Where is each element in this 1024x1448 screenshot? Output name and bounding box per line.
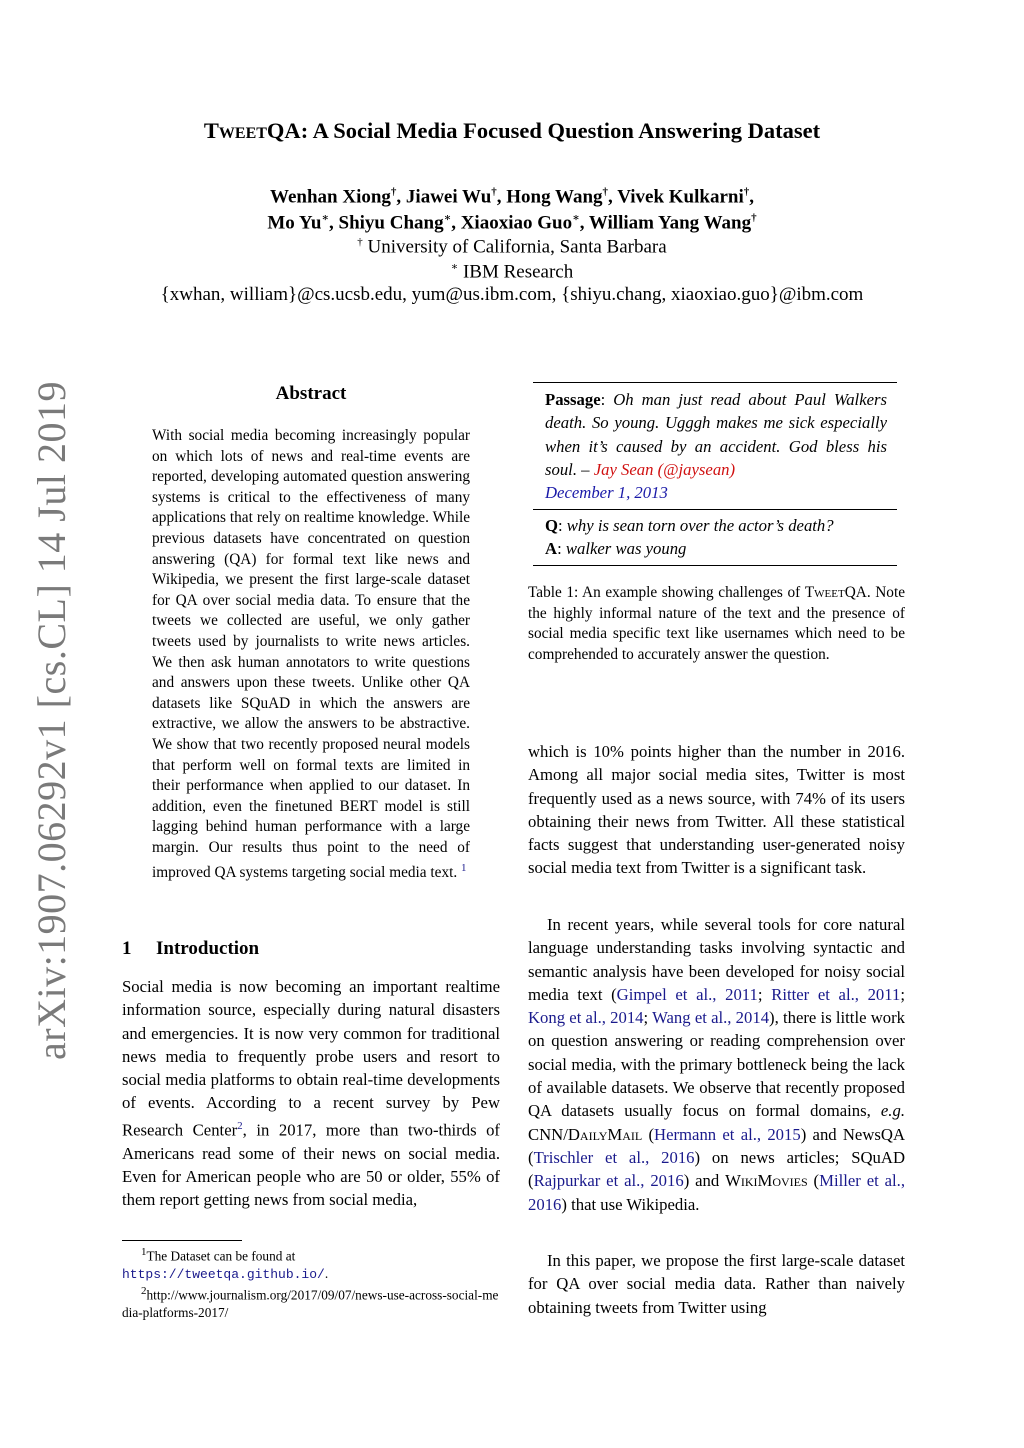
- question-label: Q: [545, 516, 558, 535]
- affiliation-ucsb: [0, 236, 1024, 258]
- para2-text-b: ), there is little work on question answering or reading comprehension over social media, with the primary bottleneck being the lack of available datasets. We observe that recently proposed QA datasets usually focus on formal domains,: [528, 1008, 905, 1121]
- journalism-url-link[interactable]: http://www.journalism.org/2017/09/07/news-use-across-social-media-platforms-2017/: [122, 1287, 499, 1321]
- affiliation-ibm: [0, 260, 1024, 283]
- passage-text: Oh man just read about Paul Walkers death. So young. Ugggh makes me sick especially when it’s caused by an accident. God bless his soul.: [545, 390, 887, 479]
- citation-miller[interactable]: Miller et al., 2016: [528, 1171, 906, 1214]
- footnote-1: [122, 1244, 500, 1283]
- author-affiliation-mark: ∗: [572, 212, 580, 224]
- question-row: Q: why is sean torn over the actor’s death?: [545, 516, 834, 535]
- table-bottom-rule: [533, 565, 897, 566]
- para2-text-d: ) on news articles; SQuAD (: [528, 1147, 906, 1191]
- author-affiliation-mark: ∗: [321, 212, 329, 224]
- affiliation-name: University of California, Santa Barbara: [362, 236, 667, 258]
- right-paragraph-3: In this paper, we propose the first large-scale dataset for QA over social media data. Rather than naively obtaining tweets from Twitter using: [528, 1251, 905, 1317]
- question-text: why is sean torn over the actor’s death?: [566, 516, 834, 535]
- table-middle-rule: [533, 509, 897, 510]
- citation-hermann[interactable]: Hermann et al., 2015: [654, 1124, 801, 1144]
- title-rest: : A Social Media Focused Question Answering Dataset: [300, 118, 821, 143]
- author-affiliation-mark: †: [743, 186, 750, 198]
- cnn-dailymail-name: CNN/DailyMail: [528, 1124, 643, 1144]
- caption-rest: . Note the highly informal nature of the text and the presence of social media specific text like usernames which need to be comprehended to accurately answer the question.: [528, 584, 905, 663]
- affiliation-mark: ∗: [450, 261, 459, 273]
- intro-paragraph-1: [122, 975, 500, 1212]
- caption-prefix: Table 1: An example showing challenges of: [528, 584, 805, 601]
- answer-label: A: [545, 539, 558, 559]
- para2-text-e: ) and: [683, 1171, 726, 1191]
- footnotes: [122, 1244, 500, 1322]
- abstract-footnote-mark[interactable]: 1: [461, 862, 467, 875]
- paper-title: [0, 118, 1024, 144]
- affiliation-mark: †: [357, 236, 363, 248]
- author-emails: {xwhan, william}@cs.ucsb.edu, yum@us.ibm.com, {shiyu.chang, xiaoxiao.guo}@ibm.com: [160, 284, 864, 305]
- wikimovies-name: WikiMovies: [725, 1171, 808, 1191]
- table-caption: [528, 583, 905, 665]
- arxiv-identifier-stamp: arXiv:1907.06292v1 [cs.CL] 14 Jul 2019: [29, 381, 74, 1060]
- caption-dataset-name: TweetQA: [804, 584, 867, 601]
- answer-row: A: walker was young: [545, 539, 687, 559]
- citation-gimpel[interactable]: Gimpel et al., 2011: [616, 984, 758, 1004]
- section-number: 1: [122, 938, 132, 959]
- footnote-divider: [122, 1240, 242, 1241]
- footnote-2-mark-bottom: 2: [141, 1285, 147, 1298]
- citation-rajpurkar[interactable]: Rajpurkar et al., 2016: [533, 1171, 684, 1191]
- right-paragraph-1: which is 10% points higher than the number in 2016. Among all major social media sites, Twitter is most frequently used as a news source, with 74% of its users obtaining their news from Twitter. All these statistical facts suggest that understanding user-generated noisy social media text from Twitter is a significant task.: [528, 742, 905, 878]
- passage-username: Jay Sean (@jaysean): [593, 459, 736, 479]
- author-name: Wenhan Xiong: [270, 186, 391, 208]
- intro-text-b: , in 2017, more than two-thirds of Americans read some of their news on social media. Even for American people who are 50 or older, 55% of them report getting news from social media,: [122, 1120, 500, 1210]
- author-affiliation-mark: †: [491, 186, 497, 198]
- author-affiliation-mark: †: [602, 186, 609, 198]
- author-line-1: [0, 186, 1024, 208]
- footnote-1-end: .: [324, 1265, 329, 1281]
- author-name: William Yang Wang: [588, 212, 752, 234]
- answer-text: walker was young: [565, 539, 687, 559]
- author-name: Jiawei Wu: [405, 186, 492, 208]
- author-separator: ,: [749, 186, 754, 208]
- citation-ritter[interactable]: Ritter et al., 2011: [771, 984, 901, 1004]
- author-separator: ,: [496, 186, 507, 208]
- passage-dash: –: [577, 459, 594, 479]
- footnote-1-mark: 1: [141, 1246, 147, 1258]
- table-top-rule: [533, 382, 897, 383]
- footnote-2: [122, 1283, 500, 1321]
- eg-abbrev: e.g.: [880, 1101, 905, 1121]
- intro-text-a: Social media is now becoming an important realtime information source, especially during natural disasters and emergencies. It is now very common for traditional news media to frequently probe users and resort to social media platforms to obtain real-time developments of events. According to a recent survey by Pew Research Center: [122, 977, 500, 1140]
- abstract-heading: Abstract: [275, 383, 347, 404]
- para2-text-c: ) and NewsQA (: [528, 1124, 905, 1167]
- author-separator: ,: [579, 212, 589, 234]
- author-name: Xiaoxiao Guo: [460, 212, 573, 234]
- author-line-2: [0, 211, 1024, 234]
- table-passage-cell: Passage: Oh man just read about Paul Walkers death. So young. Ugggh makes me sick especially when it’s caused by an accident. God bless his soul. – Jay Sean (@jaysean) December 1, 2013: [545, 390, 887, 503]
- passage-date: December 1, 2013: [545, 483, 668, 503]
- footnote-2-mark[interactable]: 2: [237, 1119, 243, 1132]
- author-affiliation-mark: ∗: [443, 212, 452, 224]
- table-qa-cell: [545, 514, 887, 561]
- author-separator: ,: [608, 186, 618, 208]
- author-name: Mo Yu: [267, 212, 322, 234]
- para2-text-f: ) that use Wikipedia.: [561, 1194, 700, 1214]
- passage-label: Passage: [545, 390, 601, 409]
- citation-trischler[interactable]: Trischler et al., 2016: [533, 1147, 695, 1167]
- right-paragraph-2: In recent years, while several tools for core natural language understanding tasks involving syntactic and semantic analysis have been developed for noisy social media text (Gimpel et al., 2011; Ritter et al., 2011; Kong et al., 2014; Wang et al., 2014), there is little work on question answering or reading comprehension over social media, with the primary bottleneck being the lack of available datasets. We observe that recently proposed QA datasets usually focus on formal domains, e.g. CNN/DailyMail (Hermann et al., 2015) and NewsQA (Trischler et al., 2016) on news articles; SQuAD (Rajpurkar et al., 2016) and WikiMovies (Miller et al., 2016) that use Wikipedia.: [528, 915, 906, 1214]
- author-affiliation-mark: †: [751, 212, 757, 224]
- abstract-text: With social media becoming increasingly popular on which lots of news and real-time events are reported, developing automated question answering systems is critical to the effectiveness of many applications that rely on realtime knowledge. While previous datasets have concentrated on question answering (QA) for formal text like news and Wikipedia, we present the first large-scale dataset for QA over social media data. To ensure that the tweets we collected are useful, we only gather tweets used by journalists to write news articles. We then ask human annotators to write questions and answers upon these tweets. Unlike other QA datasets like SQuAD in which the answers are extractive, we allow the answers to be abstractive. We show that two recently proposed neural models that perform well on formal texts are limited in their performance when applied to our dataset. In addition, even the finetuned BERT model is still lagging behind human performance with a large margin. Our results thus point to the need of improved QA systems targeting social media text.: [152, 427, 470, 882]
- author-affiliation-mark: †: [390, 186, 397, 198]
- dataset-url-link[interactable]: https://tweetqa.github.io/: [122, 1266, 325, 1282]
- title-dataset-name: TweetQA: [203, 118, 301, 143]
- affiliation-name: IBM Research: [458, 261, 574, 283]
- author-separator: ,: [396, 186, 406, 208]
- author-separator: ,: [451, 212, 461, 234]
- abstract-body: [152, 426, 470, 884]
- section-heading-introduction: [122, 938, 259, 960]
- author-name: Hong Wang: [506, 186, 603, 208]
- author-name: Shiyu Chang: [338, 212, 444, 234]
- section-title: Introduction: [156, 938, 260, 959]
- footnote-1-text: The Dataset can be found at: [146, 1248, 296, 1264]
- citation-wang[interactable]: Wang et al., 2014: [652, 1008, 770, 1028]
- author-separator: ,: [329, 212, 339, 234]
- para2-text-a: In recent years, while several tools for core natural language understanding tasks involving syntactic and semantic analysis have been developed for noisy social media text (: [528, 915, 905, 1004]
- author-name: Vivek Kulkarni: [617, 186, 744, 208]
- citation-kong[interactable]: Kong et al., 2014: [528, 1008, 644, 1028]
